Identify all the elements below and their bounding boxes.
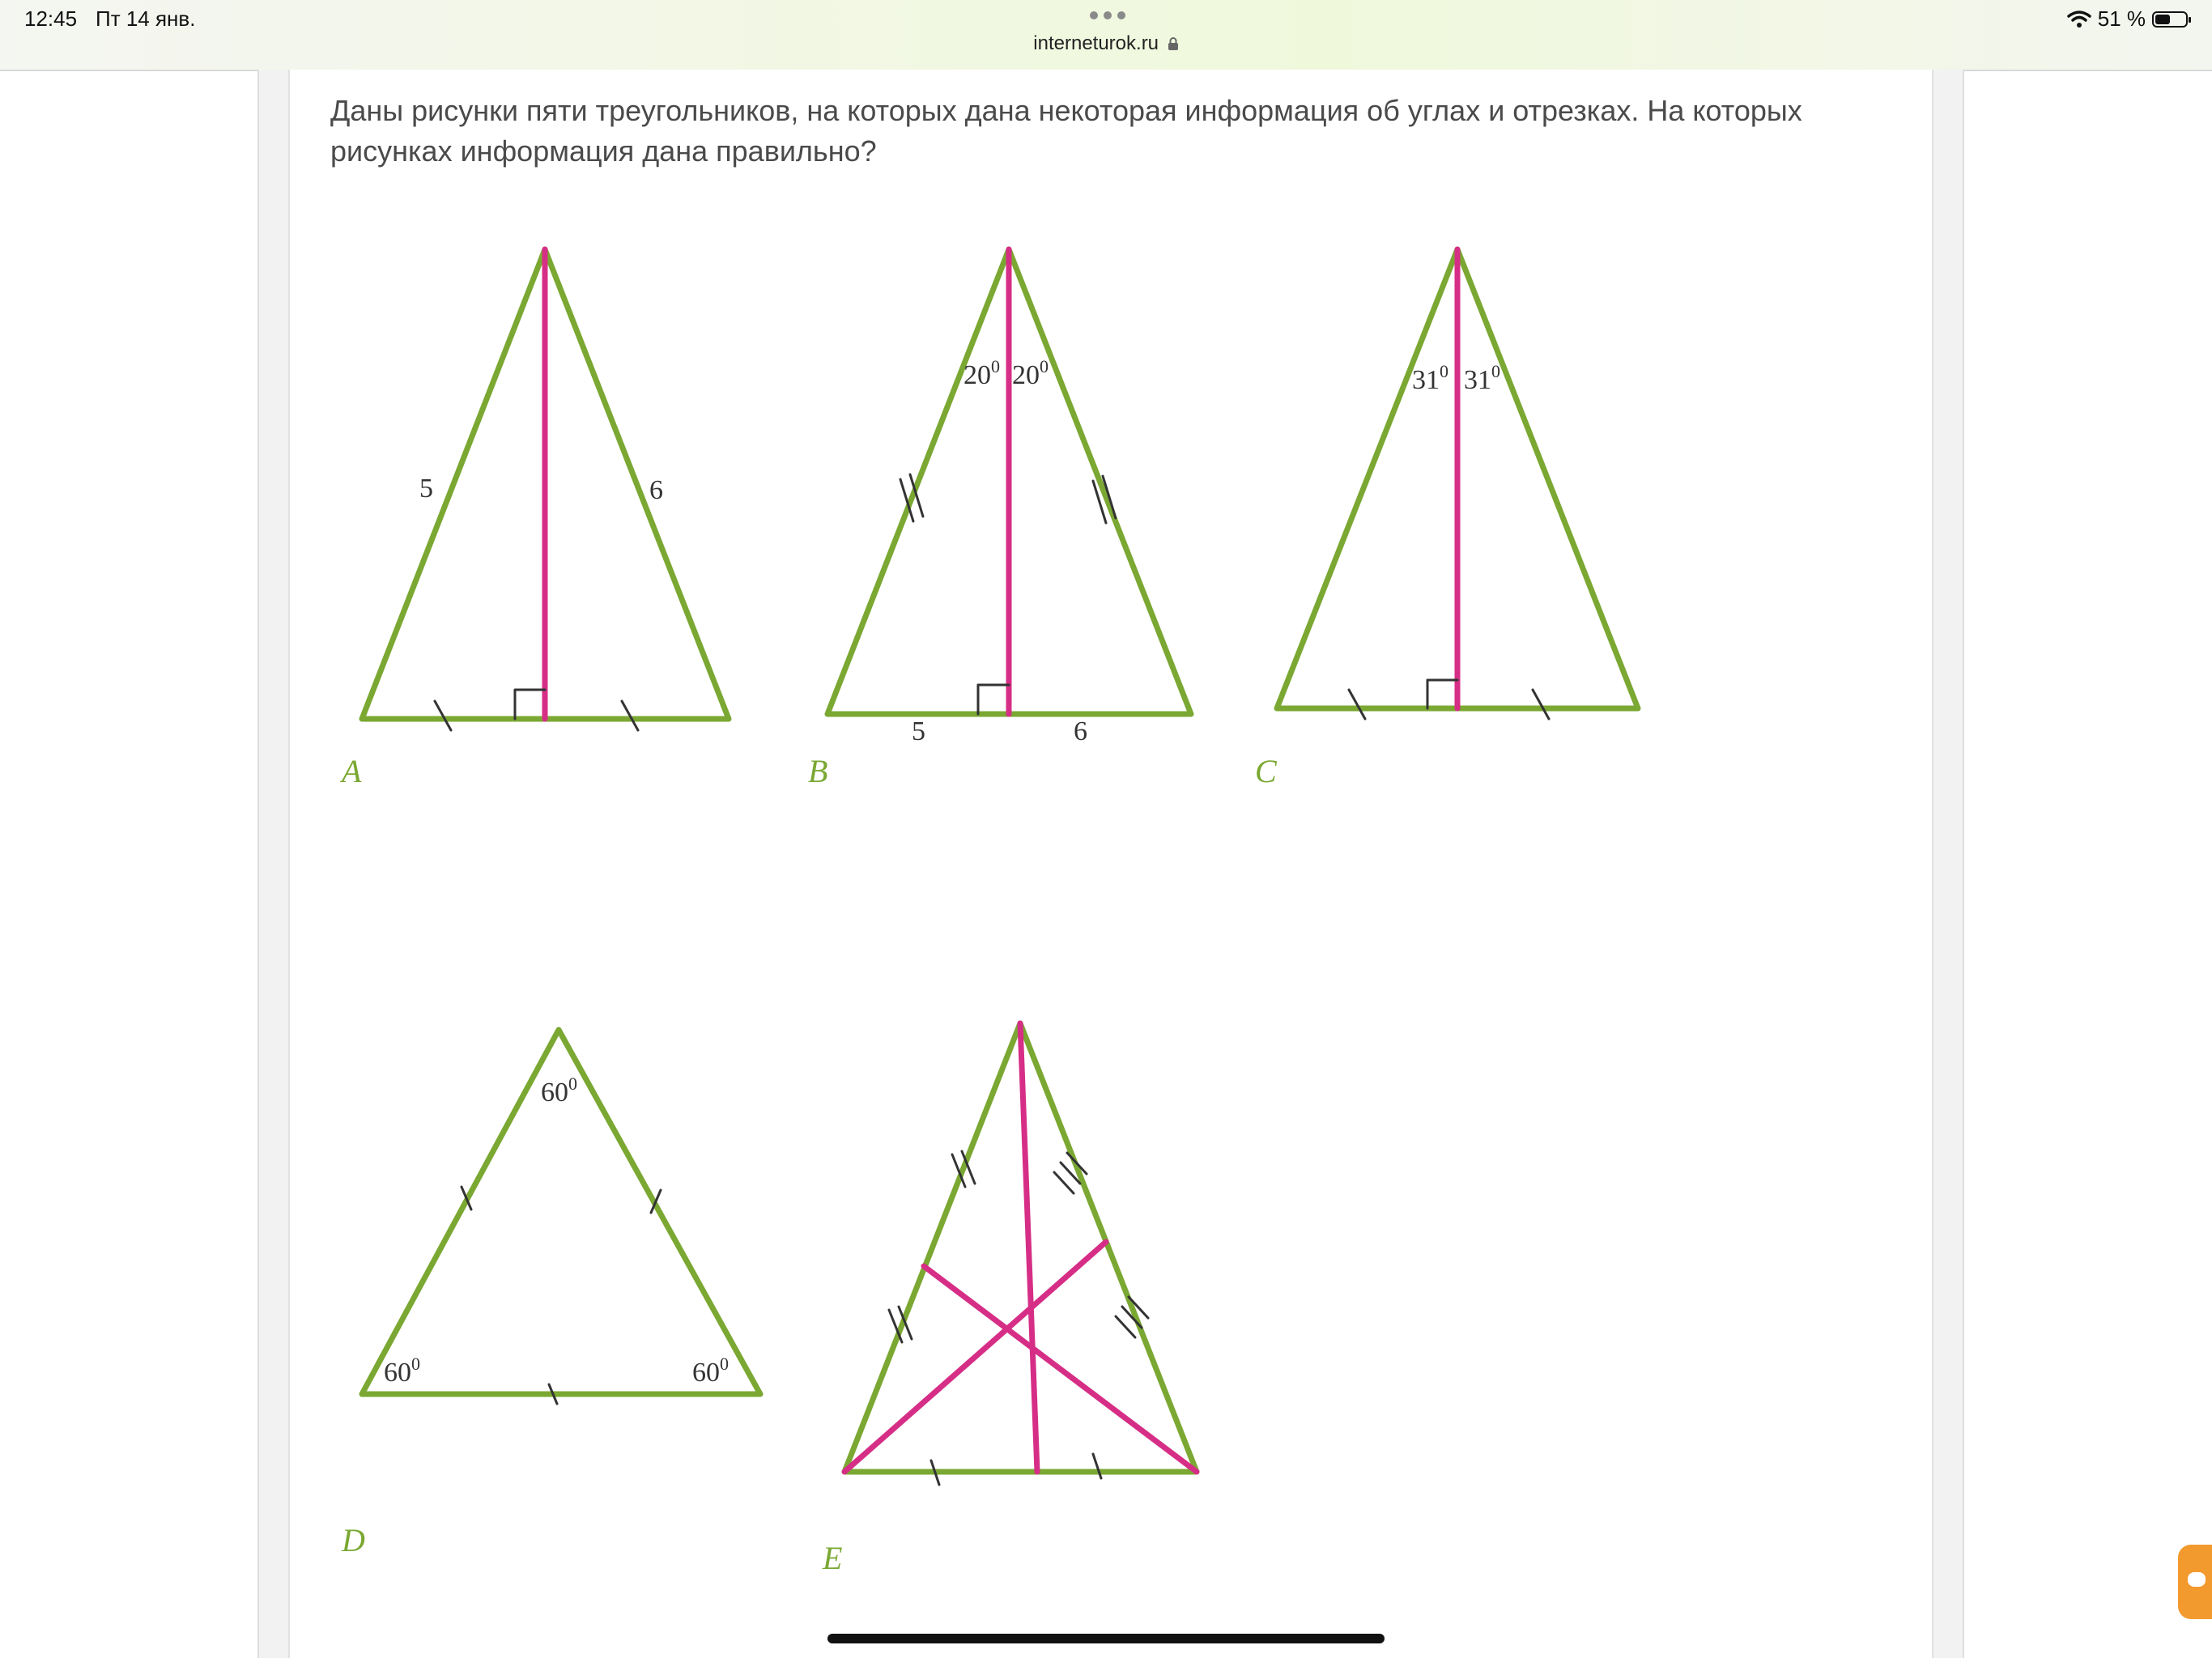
triangle-a-side-left-label: 5 <box>419 474 433 504</box>
triangle-e-tick-c3 <box>1054 1172 1074 1193</box>
triangle-b <box>827 249 1191 714</box>
triangle-d-angle-top: $60^0$ <box>541 1073 577 1107</box>
triangle-c-tick-right <box>1533 690 1549 719</box>
triangle-a-tick-left <box>435 701 451 730</box>
triangle-e-tick-d3 <box>1116 1316 1135 1337</box>
figure-d-label: D <box>342 1522 365 1558</box>
triangle-a-right-angle-mark <box>515 690 545 719</box>
triangle-a <box>362 249 729 730</box>
triangle-e-median-vertical <box>1020 1023 1037 1472</box>
triangle-b-base-left-label: 5 <box>912 716 925 746</box>
triangle-a-tick-right <box>622 701 638 730</box>
triangle-b-base-right-label: 6 <box>1074 716 1087 746</box>
triangle-b-angle-left: $20^0$ <box>963 356 1000 390</box>
triangle-a-side-right-label: 6 <box>649 475 663 505</box>
status-time: 12:45 <box>24 6 78 31</box>
chat-button[interactable] <box>2178 1545 2212 1619</box>
figure-c-label: C <box>1255 753 1277 789</box>
triangle-e <box>844 1023 1197 1485</box>
address-url: interneturok.ru <box>1033 32 1159 54</box>
triangle-c-right-angle-mark <box>1427 680 1457 708</box>
battery-percent: 51 % <box>2097 6 2146 31</box>
figure-e-label: E <box>823 1540 843 1576</box>
triangle-c-angle-left: $31^0$ <box>1412 361 1448 395</box>
triangle-d-angle-right: $60^0$ <box>692 1354 729 1388</box>
triangle-c-tick-left <box>1349 690 1365 719</box>
triangle-c-angle-right: $31^0$ <box>1464 361 1500 395</box>
triangle-e-median-left <box>844 1242 1106 1472</box>
triangle-c <box>1277 249 1638 719</box>
home-indicator[interactable] <box>827 1634 1385 1643</box>
status-date: Пт 14 янв. <box>96 6 196 31</box>
triangle-b-right-angle-mark <box>978 685 1009 714</box>
triangle-b-angle-right: $20^0$ <box>1012 356 1049 390</box>
figure-a-label: A <box>342 753 362 789</box>
question-text: Даны рисунки пяти треугольников, на которых дана некоторая информация об углах и отрезках. На которых рисунках информация дана правильно? <box>330 94 1802 168</box>
triangle-d-angle-left: $60^0$ <box>384 1354 420 1388</box>
figure-b-label: B <box>808 753 828 789</box>
